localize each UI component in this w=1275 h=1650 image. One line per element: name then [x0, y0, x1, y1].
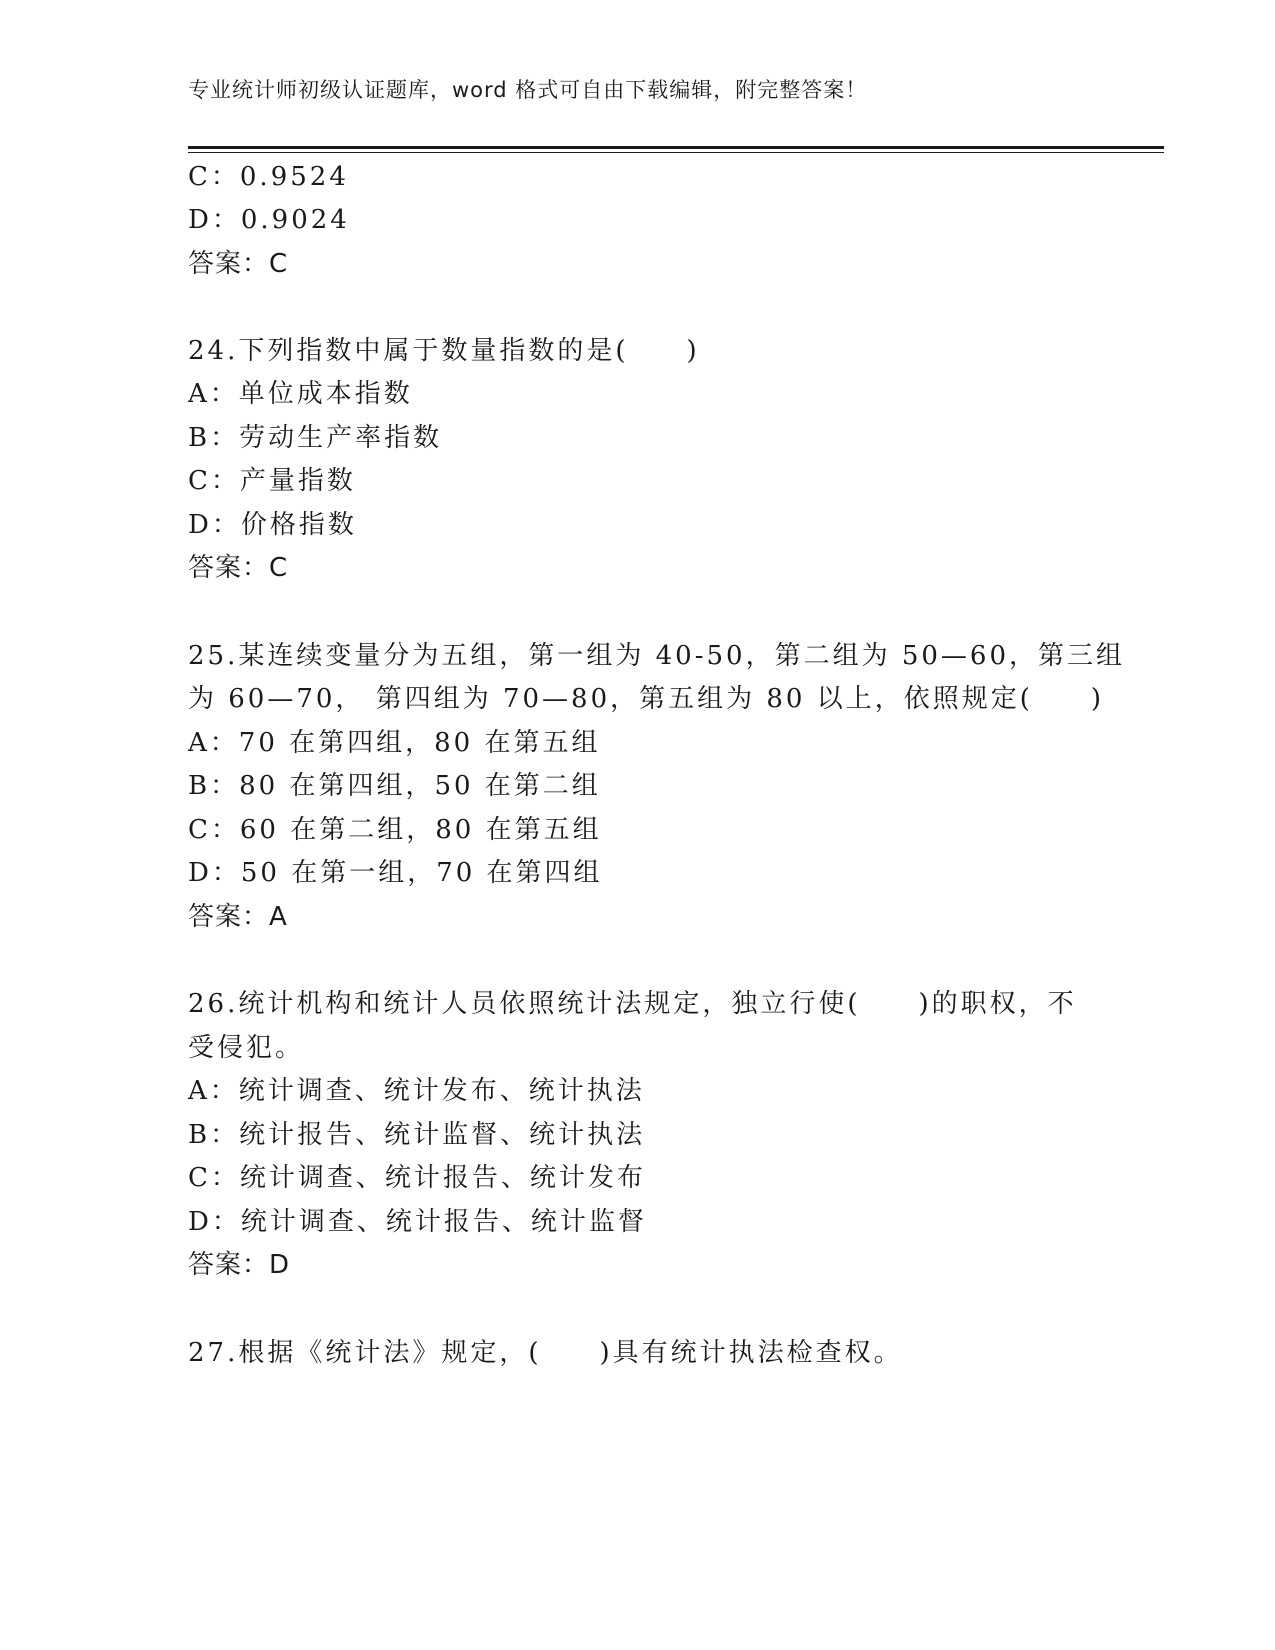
page-header: 专业统计师初级认证题库，word 格式可自由下载编辑，附完整答案！	[188, 78, 868, 102]
q26-stem-line2: 受侵犯。	[188, 1033, 305, 1063]
header-divider-thin	[188, 152, 1164, 153]
q25-option-b: B：80 在第四组，50 在第二组	[188, 771, 601, 801]
q24-option-a: A：单位成本指数	[188, 379, 413, 409]
q25-answer: 答案：A	[188, 902, 288, 932]
q27-stem: 27.根据《统计法》规定，( )具有统计执法检查权。	[188, 1338, 903, 1368]
prev-answer: 答案：C	[188, 249, 289, 279]
header-divider-thick	[188, 146, 1164, 149]
q25-option-c: C：60 在第二组，80 在第五组	[188, 815, 602, 845]
q24-option-c: C：产量指数	[188, 466, 356, 496]
q24-stem: 24.下列指数中属于数量指数的是( )	[188, 336, 700, 366]
q26-option-d: D：统计调查、统计报告、统计监督	[188, 1207, 647, 1237]
q25-option-a: A：70 在第四组，80 在第五组	[188, 728, 601, 758]
q26-answer: 答案：D	[188, 1250, 291, 1280]
q25-option-d: D：50 在第一组，70 在第四组	[188, 858, 603, 888]
q24-option-d: D：价格指数	[188, 510, 357, 540]
q24-answer: 答案：C	[188, 553, 289, 583]
q24-option-b: B：劳动生产率指数	[188, 423, 443, 453]
q25-stem-line2: 为 60—70， 第四组为 70—80，第五组为 80 以上，依照规定( )	[188, 684, 1105, 714]
q26-option-b: B：统计报告、统计监督、统计执法	[188, 1120, 646, 1150]
q26-stem-line1: 26.统计机构和统计人员依照统计法规定，独立行使( )的职权，不	[188, 989, 1077, 1019]
prev-option-c: C：0.9524	[188, 162, 349, 192]
q25-stem-line1: 25.某连续变量分为五组，第一组为 40-50，第二组为 50—60，第三组	[188, 641, 1125, 671]
prev-option-d: D：0.9024	[188, 205, 350, 235]
q26-option-a: A：统计调查、统计发布、统计执法	[188, 1076, 645, 1106]
q26-option-c: C：统计调查、统计报告、统计发布	[188, 1163, 646, 1193]
